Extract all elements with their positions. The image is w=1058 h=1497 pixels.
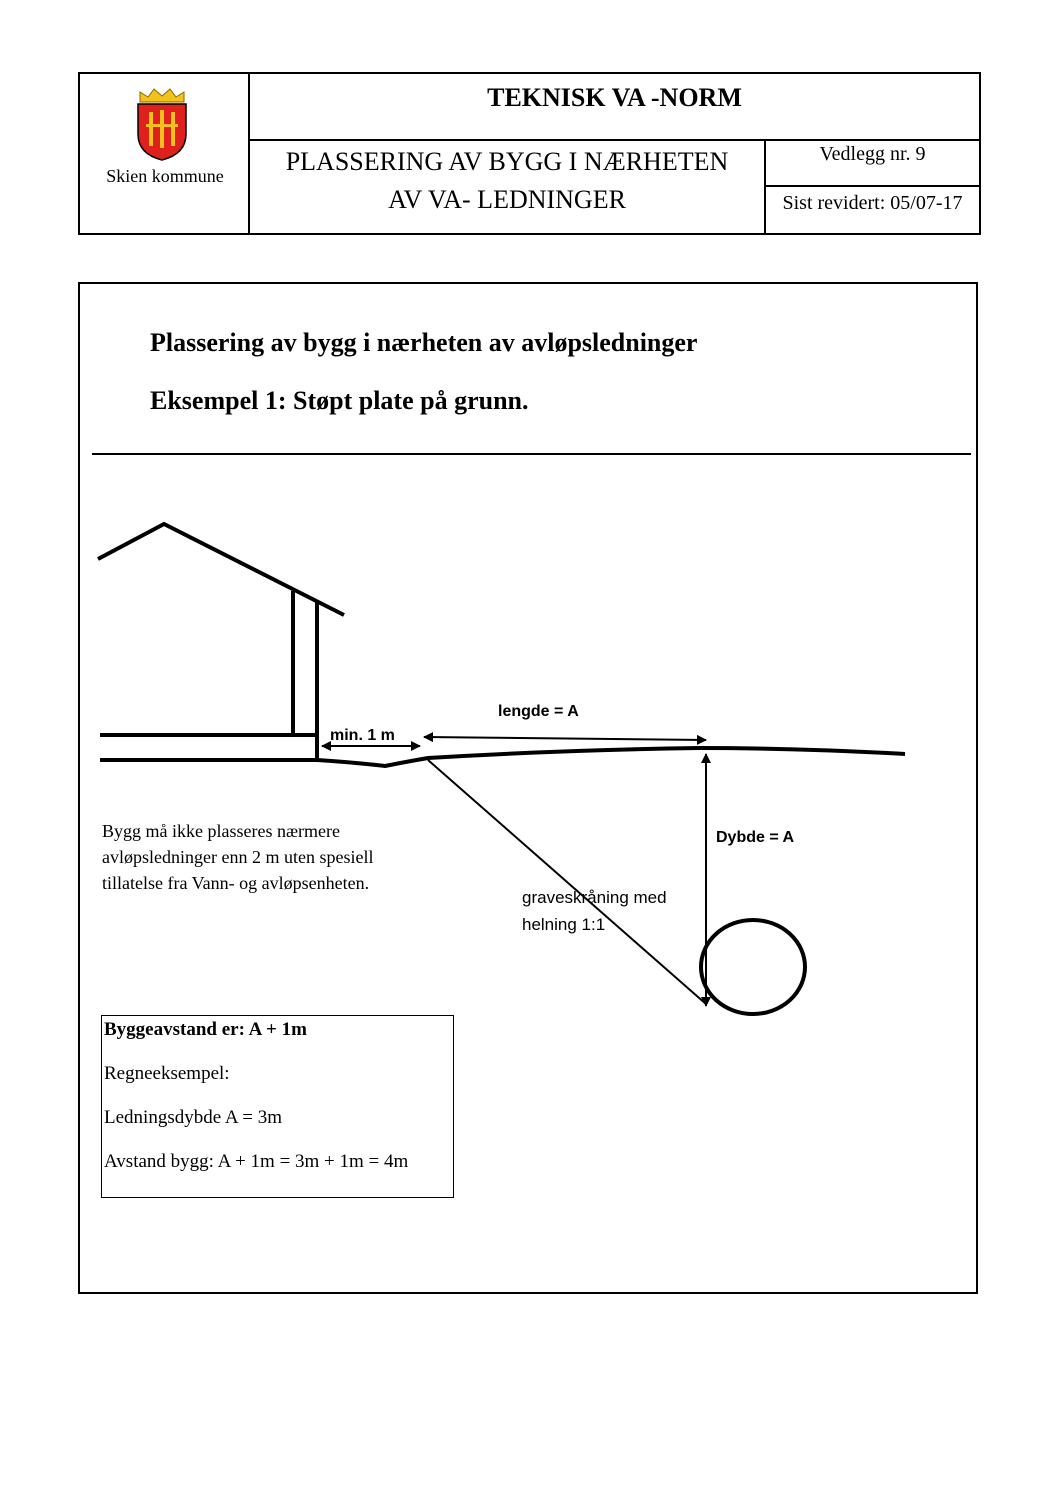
calculation-box: [101, 1015, 454, 1198]
annex-number: Vedlegg nr. 9: [766, 141, 979, 187]
subject-line-2: AV VA- LEDNINGER: [388, 185, 626, 214]
terrain-line: [317, 748, 905, 766]
calculation-depth: Ledningsdybde A = 3m: [104, 1107, 283, 1128]
depth-label: Dybde = A: [716, 829, 795, 846]
example-heading: Eksempel 1: Støpt plate på grunn.: [150, 386, 529, 415]
placement-note: [102, 818, 422, 896]
length-arrow: [424, 737, 706, 740]
calculation-distance: Avstand bygg: A + 1m = 3m + 1m = 4m: [104, 1151, 409, 1172]
note-line-2: avløpsledninger enn 2 m uten spesiell: [102, 847, 374, 867]
min-distance-label: min. 1 m: [330, 727, 395, 744]
note-line-3: tillatelse fra Vann- og avløpsenheten.: [102, 873, 370, 893]
house-roof: [98, 524, 344, 615]
calculation-title: Byggeavstand er: A + 1m: [104, 1019, 307, 1040]
slope-note-line-2: helning 1:1: [522, 915, 606, 934]
subject-line-1: PLASSERING AV BYGG I NÆRHETEN: [285, 147, 729, 176]
norm-title: TEKNISK VA -NORM: [487, 82, 742, 112]
slope-note-line-1: graveskråning med: [522, 888, 667, 907]
length-label: lengde = A: [498, 703, 579, 720]
excavation-slope-line: [428, 760, 706, 1004]
page-heading: Plassering av bygg i nærheten av avløpsledninger: [150, 328, 698, 357]
municipality-name: Skien kommune: [106, 166, 224, 186]
calculation-subtitle: Regneeksempel:: [104, 1063, 230, 1084]
note-line-1: Bygg må ikke plasseres nærmere: [102, 821, 340, 841]
slope-note: [522, 884, 742, 938]
revision-date: Sist revidert: 05/07-17: [782, 192, 963, 214]
